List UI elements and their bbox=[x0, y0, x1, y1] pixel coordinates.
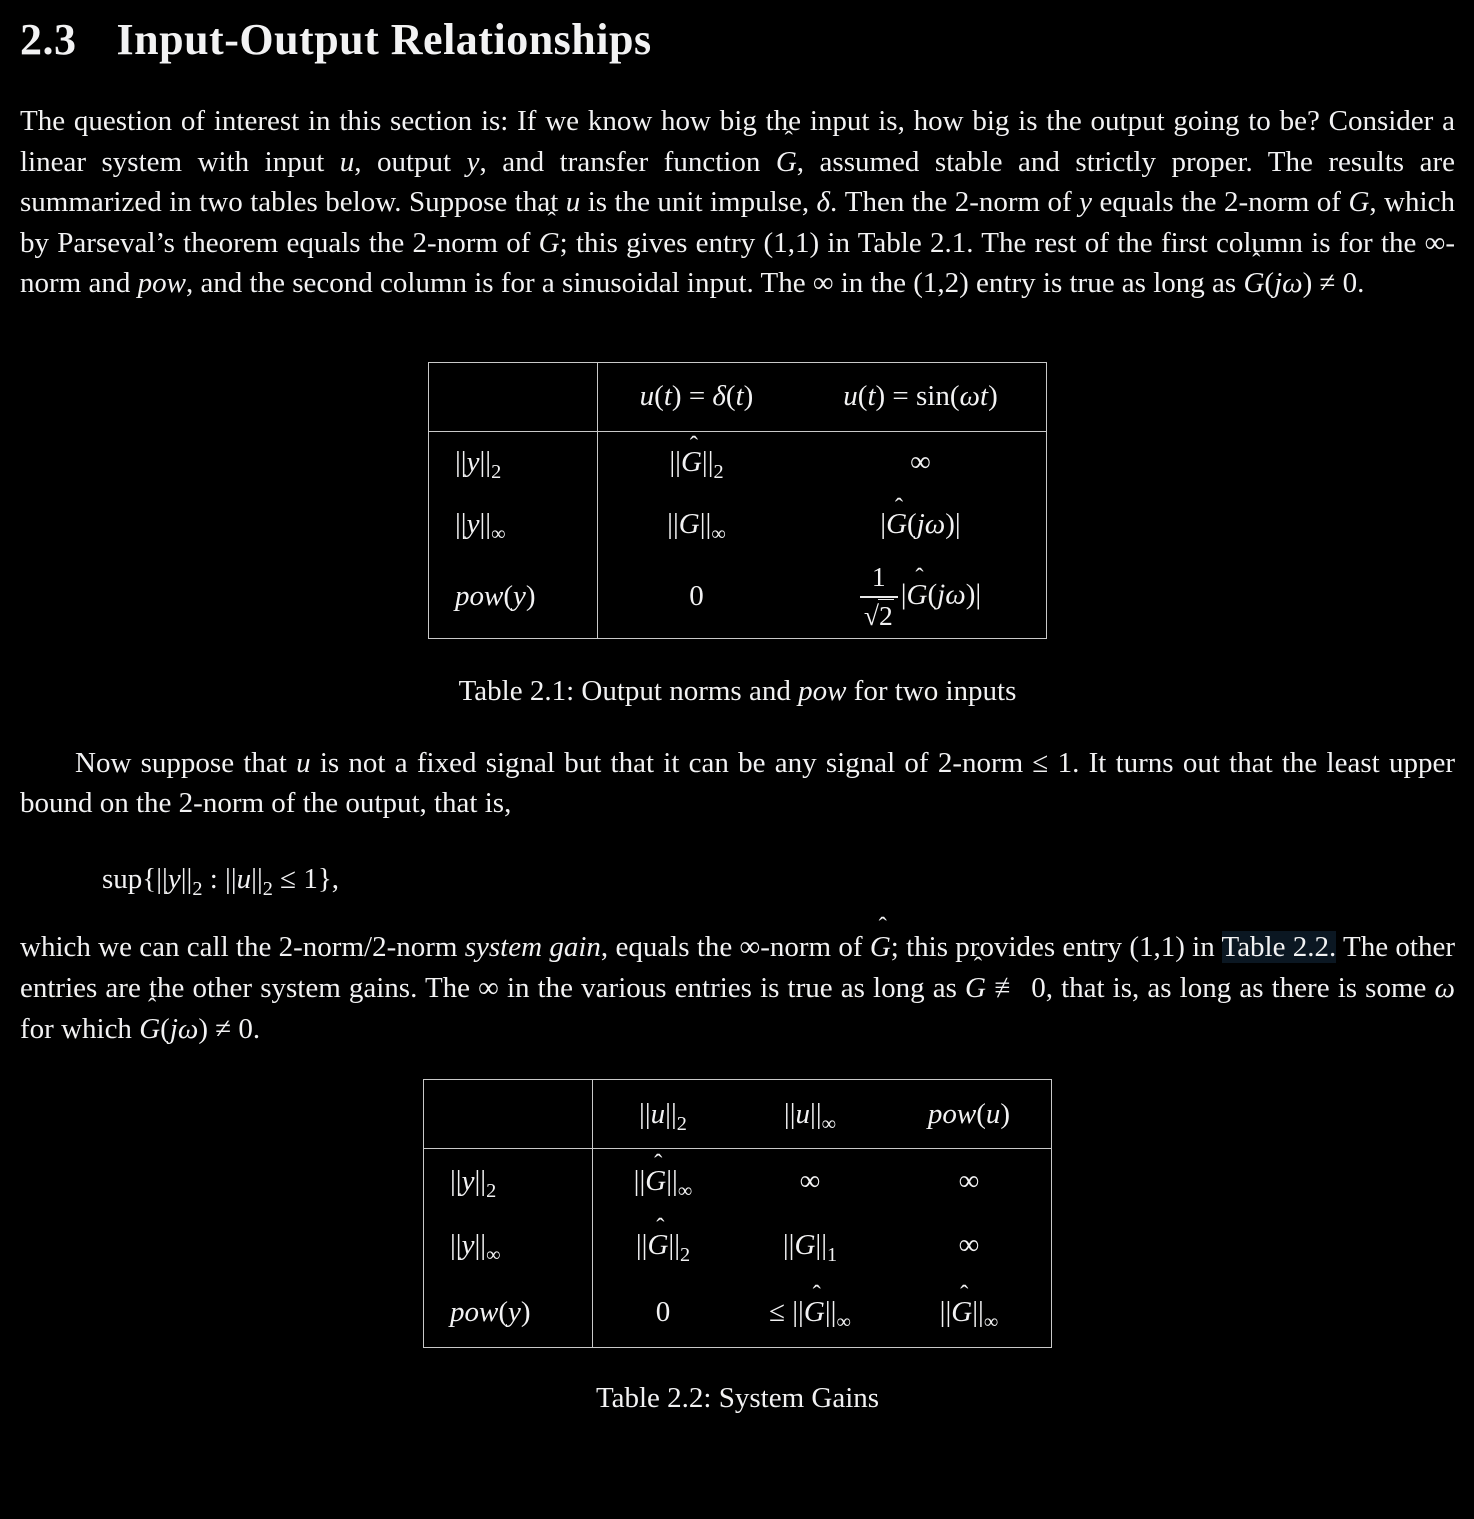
hat-letter: ˆ G bbox=[965, 968, 986, 1009]
table-cell: $\frac{1}{√2}$ |ˆ G(jω)| bbox=[795, 556, 1047, 639]
table-cell: ∞ bbox=[958, 1228, 980, 1261]
display-equation: $sup\{||y||_2$ : $||u||_2 \le 1$}, bbox=[102, 862, 339, 900]
table-2-1-column-header: u(t) = δ(t) bbox=[598, 362, 796, 431]
hat-letter: ˆ G bbox=[886, 508, 907, 541]
table-row bbox=[424, 1277, 1052, 1348]
hat-letter: ˆ G bbox=[645, 1165, 666, 1198]
row-label: $||y||_2$ bbox=[424, 1149, 593, 1214]
table-row bbox=[424, 1213, 1052, 1277]
table-cell: ∞ bbox=[799, 1164, 821, 1197]
table-2-2-column-header: pow(u) bbox=[887, 1080, 1052, 1149]
row-label: pow(y) bbox=[424, 1277, 593, 1348]
hat-letter: ˆ G bbox=[539, 223, 560, 264]
row-label: $||y||_2$ bbox=[429, 431, 598, 494]
table-2-2-column-header: $||u||_2$ bbox=[593, 1080, 734, 1149]
table-row bbox=[429, 494, 1047, 556]
paragraph-system-gain: which we can call the 2-norm/2-norm system gain, equals the ∞-norm of ˆ G; this provides entry (1,1) in Table 2.2. The other entries are the other system gains. The ∞ in the various entries is true as long as ˆ G ≢ 0, that is, as long as there is some ω for which ˆ G(jω) ≠ 0. bbox=[20, 927, 1455, 1049]
hat-letter: ˆ G bbox=[804, 1296, 825, 1329]
hat-letter: ˆ G bbox=[951, 1296, 972, 1329]
row-label: $||y||_\infty$ bbox=[429, 494, 598, 556]
table-cell: 0 bbox=[655, 1295, 671, 1328]
hat-letter: ˆ G bbox=[647, 1229, 668, 1262]
row-label: $||y||_\infty$ bbox=[424, 1213, 593, 1277]
table-cell: ∞ bbox=[910, 446, 931, 479]
table-cell: ||ˆ $G||_2$ bbox=[593, 1213, 734, 1277]
table-2-2-caption: Table 2.2: System Gains bbox=[595, 1382, 880, 1415]
table-2-1-column-header: u(t) = sin(ωt) bbox=[795, 362, 1047, 431]
hat-letter: ˆ G bbox=[1243, 263, 1264, 304]
table-2-2-header-row bbox=[424, 1080, 1052, 1149]
hat-letter: ˆ G bbox=[870, 927, 891, 968]
table-cell: $||G||_1$ bbox=[782, 1228, 838, 1266]
table-cell: $||G||_\infty$ bbox=[667, 508, 726, 546]
hat-letter: ˆ G bbox=[776, 142, 797, 183]
sqrt: √2 bbox=[863, 599, 893, 631]
table-cell: ||ˆ $G||_\infty$ bbox=[887, 1277, 1052, 1348]
section-title: Input-Output Relationships bbox=[116, 15, 652, 64]
table-row bbox=[424, 1149, 1052, 1214]
fraction: $\frac{1}{√2}$ bbox=[860, 563, 898, 631]
table-cell: ≤ ||ˆ $G||_\infty$ bbox=[733, 1277, 887, 1348]
section-number: 2.3 bbox=[20, 15, 77, 64]
table-cell: ||ˆ $G||_2$ bbox=[598, 431, 796, 494]
row-label: pow(y) bbox=[429, 556, 598, 639]
table-2-2-corner-cell bbox=[424, 1080, 593, 1149]
table-row bbox=[429, 431, 1047, 494]
table-cell: |ˆ G(jω)| bbox=[795, 494, 1047, 556]
paragraph-suppose: Now suppose that u is not a fixed signal but that it can be any signal of 2-norm ≤ 1. It turns out that the least upper bound on the 2-norm of the output, that is, bbox=[20, 746, 1455, 820]
table-cell: 0 bbox=[689, 580, 704, 613]
table-2-2-reference-link[interactable]: Table 2.2. bbox=[1221, 931, 1337, 964]
hat-letter: ˆ G bbox=[907, 579, 928, 612]
table-cell: ||ˆ $G||_\infty$ bbox=[593, 1149, 734, 1214]
table-2-2-column-header: $||u||_\infty$ bbox=[733, 1080, 887, 1149]
table-2-1-corner-cell bbox=[429, 362, 598, 431]
table-2-1 bbox=[428, 362, 1047, 639]
section-heading bbox=[20, 14, 1455, 65]
hat-letter: ˆ G bbox=[139, 1009, 160, 1050]
hat-letter: ˆ G bbox=[681, 446, 702, 479]
table-2-1-header-row bbox=[429, 362, 1047, 431]
paragraph-intro: The question of interest in this section is: If we know how big the input is, how big is the output going to be? Consider a linear system with input u, output y, and transfer function ˆ G, assumed stable and strictly proper. The results are summarized in two tables below. Suppose that u is the unit impulse, δ. Then the 2-norm of y equals the 2-norm of G, which by Parseval’s theorem equals the 2-norm of ˆ G; this gives entry (1,1) in Table 2.1. The rest of the first column is for the ∞-norm and pow, and the second column is for a sinusoidal input. The ∞ in the (1,2) entry is true as long as ˆ G(jω) ≠ 0. bbox=[20, 101, 1455, 304]
table-2-1-caption: Table 2.1: Output norms and pow for two inputs bbox=[458, 674, 1017, 707]
table-row bbox=[429, 556, 1047, 639]
table-2-2 bbox=[423, 1079, 1052, 1348]
table-cell: ∞ bbox=[958, 1164, 980, 1197]
